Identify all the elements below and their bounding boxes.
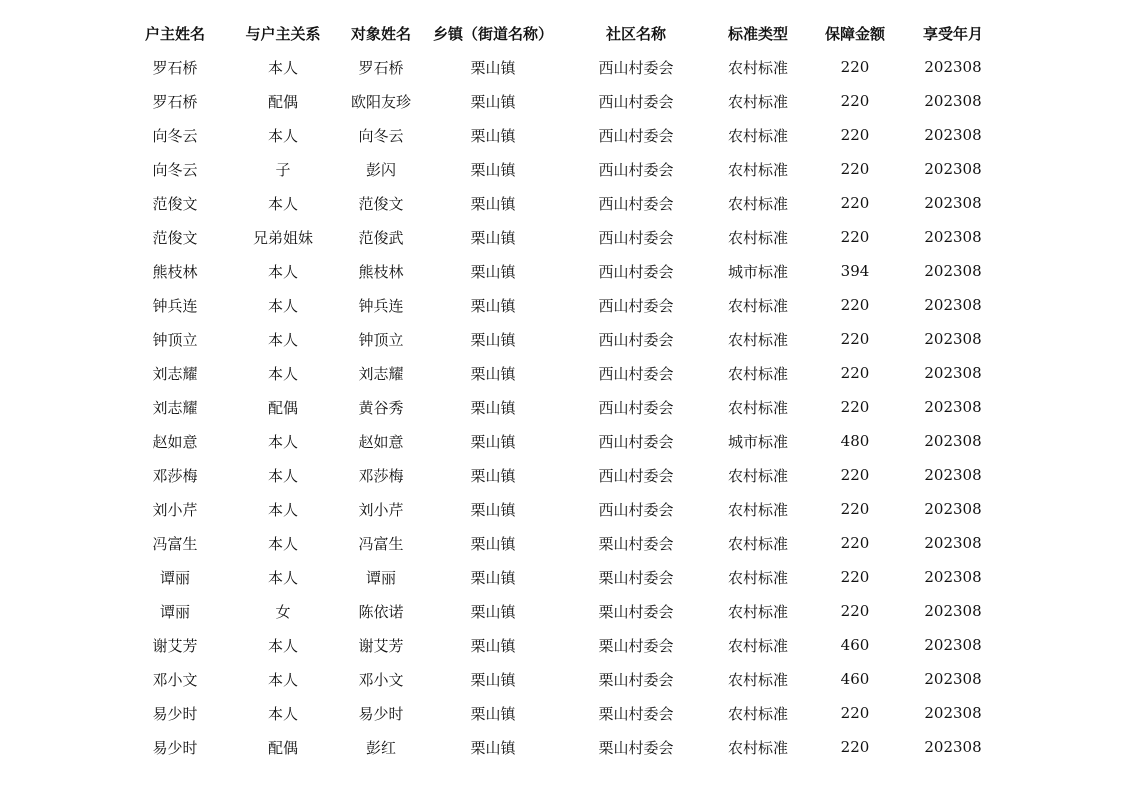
township-cell: 栗山镇 xyxy=(470,364,516,383)
relation-cell: 本人 xyxy=(267,432,298,451)
community-cell: 栗山村委会 xyxy=(598,534,674,553)
household-head-name-cell: 赵如意 xyxy=(152,432,198,451)
amount-cell: 220 xyxy=(840,398,870,416)
community-cell: 栗山村委会 xyxy=(598,704,674,723)
year-month-cell: 202308 xyxy=(924,568,982,586)
table-row xyxy=(120,186,1000,220)
amount-cell: 394 xyxy=(840,262,870,280)
standard-type-cell: 农村标准 xyxy=(727,738,788,757)
recipient-name-cell: 陈依诺 xyxy=(358,602,404,621)
amount-cell: 220 xyxy=(840,364,870,382)
recipient-name-cell: 彭红 xyxy=(365,738,396,757)
relation-cell: 配偶 xyxy=(267,92,298,111)
relation-cell: 本人 xyxy=(267,330,298,349)
community-cell: 西山村委会 xyxy=(598,296,674,315)
relation-cell: 本人 xyxy=(267,58,298,77)
relation-cell: 本人 xyxy=(267,466,298,485)
table-row xyxy=(120,152,1000,186)
household-head-name-cell: 谢艾芳 xyxy=(152,636,198,655)
header-standard-type: 标准类型 xyxy=(727,24,788,43)
standard-type-cell: 农村标准 xyxy=(727,330,788,349)
amount-cell: 220 xyxy=(840,92,870,110)
table-row xyxy=(120,356,1000,390)
household-head-name-cell: 钟顶立 xyxy=(152,330,198,349)
standard-type-cell: 农村标准 xyxy=(727,466,788,485)
table-row xyxy=(120,84,1000,118)
table-row xyxy=(120,254,1000,288)
year-month-cell: 202308 xyxy=(924,500,982,518)
community-cell: 西山村委会 xyxy=(598,58,674,77)
table-row xyxy=(120,560,1000,594)
township-cell: 栗山镇 xyxy=(470,704,516,723)
amount-cell: 220 xyxy=(840,194,870,212)
relation-cell: 本人 xyxy=(267,500,298,519)
township-cell: 栗山镇 xyxy=(470,738,516,757)
township-cell: 栗山镇 xyxy=(470,602,516,621)
header-relation-to-head: 与户主关系 xyxy=(245,24,321,43)
table-row xyxy=(120,458,1000,492)
community-cell: 西山村委会 xyxy=(598,262,674,281)
household-head-name-cell: 邓莎梅 xyxy=(152,466,198,485)
table-row xyxy=(120,594,1000,628)
year-month-cell: 202308 xyxy=(924,194,982,212)
standard-type-cell: 城市标准 xyxy=(727,432,788,451)
year-month-cell: 202308 xyxy=(924,92,982,110)
township-cell: 栗山镇 xyxy=(470,228,516,247)
table-row xyxy=(120,424,1000,458)
year-month-cell: 202308 xyxy=(924,58,982,76)
recipient-name-cell: 熊枝林 xyxy=(358,262,404,281)
relation-cell: 本人 xyxy=(267,534,298,553)
community-cell: 西山村委会 xyxy=(598,160,674,179)
community-cell: 西山村委会 xyxy=(598,330,674,349)
standard-type-cell: 农村标准 xyxy=(727,126,788,145)
header-community: 社区名称 xyxy=(605,24,666,43)
township-cell: 栗山镇 xyxy=(470,160,516,179)
table-row xyxy=(120,696,1000,730)
relation-cell: 女 xyxy=(275,602,291,621)
household-head-name-cell: 钟兵连 xyxy=(152,296,198,315)
year-month-cell: 202308 xyxy=(924,296,982,314)
household-head-name-cell: 罗石桥 xyxy=(152,58,198,77)
relation-cell: 配偶 xyxy=(267,738,298,757)
relation-cell: 本人 xyxy=(267,568,298,587)
year-month-cell: 202308 xyxy=(924,466,982,484)
community-cell: 西山村委会 xyxy=(598,398,674,417)
table-row xyxy=(120,526,1000,560)
relation-cell: 子 xyxy=(275,160,291,179)
township-cell: 栗山镇 xyxy=(470,92,516,111)
amount-cell: 220 xyxy=(840,466,870,484)
township-cell: 栗山镇 xyxy=(470,262,516,281)
amount-cell: 460 xyxy=(840,636,870,654)
year-month-cell: 202308 xyxy=(924,738,982,756)
recipient-name-cell: 赵如意 xyxy=(358,432,404,451)
community-cell: 西山村委会 xyxy=(598,466,674,485)
recipient-name-cell: 彭闪 xyxy=(365,160,396,179)
household-head-name-cell: 谭丽 xyxy=(159,602,190,621)
relation-cell: 本人 xyxy=(267,364,298,383)
year-month-cell: 202308 xyxy=(924,534,982,552)
year-month-cell: 202308 xyxy=(924,636,982,654)
community-cell: 西山村委会 xyxy=(598,92,674,111)
community-cell: 西山村委会 xyxy=(598,228,674,247)
household-head-name-cell: 向冬云 xyxy=(152,126,198,145)
year-month-cell: 202308 xyxy=(924,126,982,144)
community-cell: 栗山村委会 xyxy=(598,602,674,621)
recipient-name-cell: 刘小芹 xyxy=(358,500,404,519)
household-head-name-cell: 邓小文 xyxy=(152,670,198,689)
table-row xyxy=(120,662,1000,696)
standard-type-cell: 农村标准 xyxy=(727,58,788,77)
standard-type-cell: 农村标准 xyxy=(727,194,788,213)
relation-cell: 本人 xyxy=(267,126,298,145)
standard-type-cell: 农村标准 xyxy=(727,500,788,519)
table-row xyxy=(120,730,1000,764)
standard-type-cell: 农村标准 xyxy=(727,568,788,587)
amount-cell: 220 xyxy=(840,500,870,518)
standard-type-cell: 城市标准 xyxy=(727,262,788,281)
household-head-name-cell: 谭丽 xyxy=(159,568,190,587)
township-cell: 栗山镇 xyxy=(470,636,516,655)
year-month-cell: 202308 xyxy=(924,228,982,246)
relation-cell: 本人 xyxy=(267,262,298,281)
amount-cell: 220 xyxy=(840,296,870,314)
community-cell: 栗山村委会 xyxy=(598,568,674,587)
community-cell: 栗山村委会 xyxy=(598,670,674,689)
township-cell: 栗山镇 xyxy=(470,194,516,213)
header-amount: 保障金额 xyxy=(824,24,885,43)
township-cell: 栗山镇 xyxy=(470,296,516,315)
community-cell: 栗山村委会 xyxy=(598,738,674,757)
relation-cell: 配偶 xyxy=(267,398,298,417)
township-cell: 栗山镇 xyxy=(470,58,516,77)
recipient-name-cell: 邓小文 xyxy=(358,670,404,689)
community-cell: 西山村委会 xyxy=(598,432,674,451)
table-row xyxy=(120,492,1000,526)
household-head-name-cell: 冯富生 xyxy=(152,534,198,553)
community-cell: 西山村委会 xyxy=(598,126,674,145)
standard-type-cell: 农村标准 xyxy=(727,296,788,315)
recipient-name-cell: 钟兵连 xyxy=(358,296,404,315)
assistance-roster-table xyxy=(120,16,1000,764)
household-head-name-cell: 范俊文 xyxy=(152,194,198,213)
relation-cell: 本人 xyxy=(267,296,298,315)
header-township: 乡镇（街道名称） xyxy=(432,24,553,43)
standard-type-cell: 农村标准 xyxy=(727,92,788,111)
table-row xyxy=(120,628,1000,662)
recipient-name-cell: 邓莎梅 xyxy=(358,466,404,485)
township-cell: 栗山镇 xyxy=(470,432,516,451)
year-month-cell: 202308 xyxy=(924,602,982,620)
township-cell: 栗山镇 xyxy=(470,466,516,485)
header-recipient-name: 对象姓名 xyxy=(350,24,411,43)
year-month-cell: 202308 xyxy=(924,262,982,280)
recipient-name-cell: 钟顶立 xyxy=(358,330,404,349)
year-month-cell: 202308 xyxy=(924,364,982,382)
amount-cell: 220 xyxy=(840,602,870,620)
township-cell: 栗山镇 xyxy=(470,126,516,145)
table-row xyxy=(120,288,1000,322)
table-body xyxy=(120,50,1000,764)
relation-cell: 本人 xyxy=(267,194,298,213)
recipient-name-cell: 范俊武 xyxy=(358,228,404,247)
year-month-cell: 202308 xyxy=(924,398,982,416)
relation-cell: 本人 xyxy=(267,670,298,689)
household-head-name-cell: 罗石桥 xyxy=(152,92,198,111)
relation-cell: 本人 xyxy=(267,636,298,655)
relation-cell: 兄弟姐妹 xyxy=(252,228,313,247)
table-row xyxy=(120,220,1000,254)
recipient-name-cell: 刘志耀 xyxy=(358,364,404,383)
recipient-name-cell: 谭丽 xyxy=(365,568,396,587)
table-row xyxy=(120,322,1000,356)
amount-cell: 220 xyxy=(840,58,870,76)
year-month-cell: 202308 xyxy=(924,704,982,722)
recipient-name-cell: 范俊文 xyxy=(358,194,404,213)
household-head-name-cell: 易少时 xyxy=(152,704,198,723)
recipient-name-cell: 冯富生 xyxy=(358,534,404,553)
community-cell: 西山村委会 xyxy=(598,500,674,519)
recipient-name-cell: 向冬云 xyxy=(358,126,404,145)
recipient-name-cell: 谢艾芳 xyxy=(358,636,404,655)
amount-cell: 460 xyxy=(840,670,870,688)
standard-type-cell: 农村标准 xyxy=(727,636,788,655)
recipient-name-cell: 黄谷秀 xyxy=(358,398,404,417)
standard-type-cell: 农村标准 xyxy=(727,398,788,417)
amount-cell: 220 xyxy=(840,568,870,586)
household-head-name-cell: 刘志耀 xyxy=(152,364,198,383)
standard-type-cell: 农村标准 xyxy=(727,228,788,247)
recipient-name-cell: 罗石桥 xyxy=(358,58,404,77)
recipient-name-cell: 易少时 xyxy=(358,704,404,723)
standard-type-cell: 农村标准 xyxy=(727,160,788,179)
standard-type-cell: 农村标准 xyxy=(727,704,788,723)
township-cell: 栗山镇 xyxy=(470,670,516,689)
township-cell: 栗山镇 xyxy=(470,500,516,519)
household-head-name-cell: 范俊文 xyxy=(152,228,198,247)
recipient-name-cell: 欧阳友珍 xyxy=(350,92,411,111)
year-month-cell: 202308 xyxy=(924,670,982,688)
standard-type-cell: 农村标准 xyxy=(727,602,788,621)
header-year-month: 享受年月 xyxy=(922,24,983,43)
table-row xyxy=(120,118,1000,152)
township-cell: 栗山镇 xyxy=(470,534,516,553)
amount-cell: 480 xyxy=(840,432,870,450)
year-month-cell: 202308 xyxy=(924,432,982,450)
amount-cell: 220 xyxy=(840,534,870,552)
household-head-name-cell: 刘小芹 xyxy=(152,500,198,519)
header-row xyxy=(120,16,1000,50)
household-head-name-cell: 易少时 xyxy=(152,738,198,757)
amount-cell: 220 xyxy=(840,160,870,178)
household-head-name-cell: 向冬云 xyxy=(152,160,198,179)
header-household-head-name: 户主姓名 xyxy=(144,24,205,43)
community-cell: 西山村委会 xyxy=(598,194,674,213)
amount-cell: 220 xyxy=(840,126,870,144)
standard-type-cell: 农村标准 xyxy=(727,364,788,383)
township-cell: 栗山镇 xyxy=(470,330,516,349)
township-cell: 栗山镇 xyxy=(470,398,516,417)
year-month-cell: 202308 xyxy=(924,160,982,178)
community-cell: 栗山村委会 xyxy=(598,636,674,655)
standard-type-cell: 农村标准 xyxy=(727,534,788,553)
township-cell: 栗山镇 xyxy=(470,568,516,587)
amount-cell: 220 xyxy=(840,228,870,246)
amount-cell: 220 xyxy=(840,704,870,722)
standard-type-cell: 农村标准 xyxy=(727,670,788,689)
year-month-cell: 202308 xyxy=(924,330,982,348)
table-row xyxy=(120,50,1000,84)
amount-cell: 220 xyxy=(840,330,870,348)
household-head-name-cell: 熊枝林 xyxy=(152,262,198,281)
community-cell: 西山村委会 xyxy=(598,364,674,383)
table-row xyxy=(120,390,1000,424)
amount-cell: 220 xyxy=(840,738,870,756)
household-head-name-cell: 刘志耀 xyxy=(152,398,198,417)
relation-cell: 本人 xyxy=(267,704,298,723)
